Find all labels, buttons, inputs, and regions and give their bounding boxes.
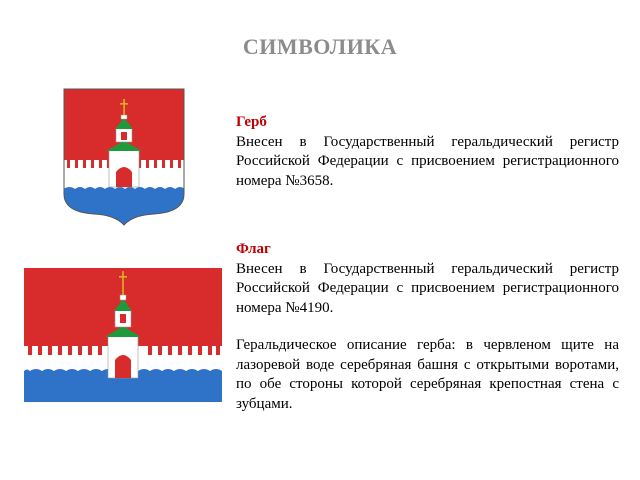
- flag-image: [24, 268, 222, 402]
- coat-of-arms-heading: Герб: [236, 114, 267, 130]
- coat-of-arms-text: Внесен в Государственный геральдический регистр Российской Федерации с присвоением регистрационного номера №3658.: [236, 133, 619, 189]
- heraldic-description-section: [236, 336, 619, 414]
- coat-of-arms-section: [236, 113, 619, 191]
- heraldic-description-text: Геральдическое описание герба: в червленом щите на лазоревой воде серебряная башня с открытыми воротами, по обе стороны которой серебряная крепостная стена с зубцами.: [236, 337, 619, 412]
- flag-text: Внесен в Государственный геральдический регистр Российской Федерации с присвоением регистрационного номера №4190.: [236, 260, 619, 316]
- flag-section: [236, 240, 619, 318]
- flag-heading: Флаг: [236, 241, 271, 257]
- coat-of-arms-image: [63, 88, 185, 228]
- page-title: СИМВОЛИКА: [242, 34, 398, 59]
